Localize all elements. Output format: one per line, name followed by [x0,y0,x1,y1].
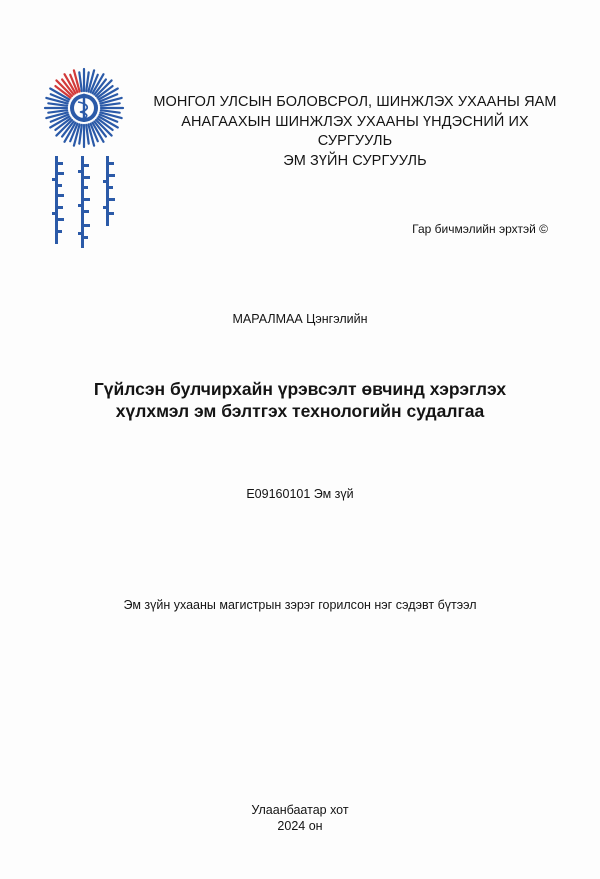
thesis-title [60,378,540,422]
school-name: ЭМ ЗҮЙН СУРГУУЛЬ [283,152,427,169]
institution-header [150,93,560,171]
university-name: АНАГААХЫН ШИНЖЛЭХ УХААНЫ ҮНДЭСНИЙ ИХ СУРГУУЛЬ [181,113,529,149]
year: 2024 он [277,819,323,833]
copyright-notice: Гар бичмэлийн эрхтэй © [412,222,548,236]
author-name: МАРАЛМАА Цэнгэлийн [232,312,368,326]
thesis-title-line-1: Гүйлсэн булчирхайн үрэвсэлт өвчинд хэрэглэх [93,379,507,399]
thesis-title-line-2: хүлхмэл эм бэлтгэх технологийн судалгаа [115,401,485,421]
city: Улаанбаатар хот [251,803,349,817]
ministry-name: МОНГОЛ УЛСЫН БОЛОВСРОЛ, ШИНЖЛЭХ УХААНЫ ЯАМ [153,94,557,110]
specialty-code: E09160101 Эм зүй [246,487,354,501]
university-emblem-icon [38,66,130,256]
degree-statement: Эм зүйн ухааны магистрын зэрэг горилсон нэг сэдэвт бүтээл [123,598,477,612]
mongolian-script-icon [52,156,115,248]
place-and-year [0,802,600,834]
